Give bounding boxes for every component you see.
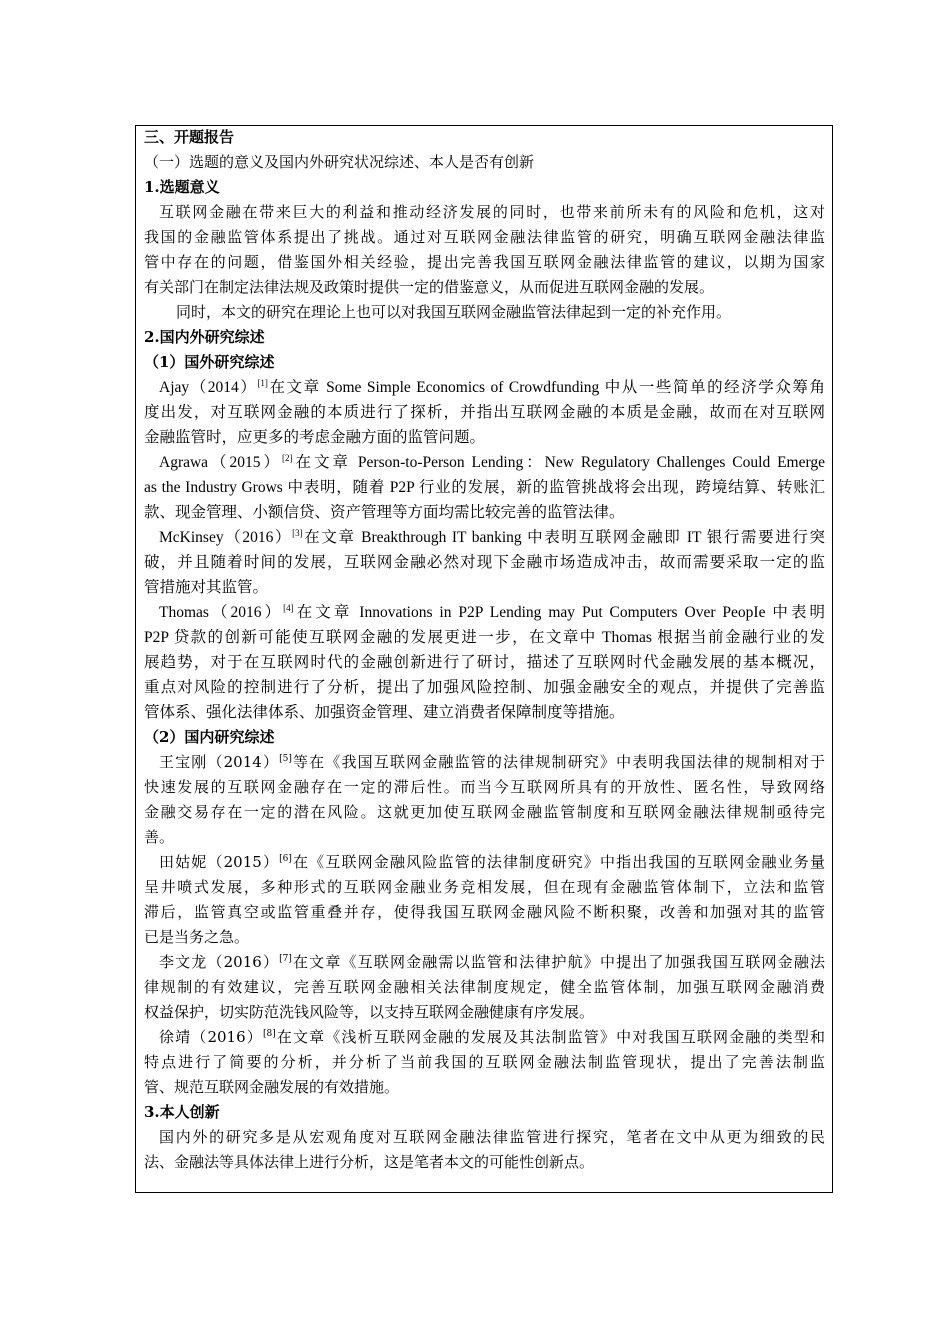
paragraph-line: 互联网金融在带来巨大的利益和推动经济发展的同时，也带来前所未有的风险和危机，这对: [159, 203, 825, 221]
ref-text: 在文章《浅析互联网金融的发展及其法制监管》中对我国互联网金融的类型和: [275, 1028, 825, 1046]
citation-marker: [3]: [292, 528, 303, 538]
paragraph-line: 我国的金融监管体系提出了挑战。通过对互联网金融法律监管的研究，明确互联网金融法律监: [144, 228, 825, 246]
ref-author: Thomas（2016）: [159, 604, 284, 621]
paragraph-line: 破，并且随着时间的发展，互联网金融必然对现下金融市场造成冲击，故而需要采取一定的监: [144, 554, 825, 571]
ref-paragraph-li: [144, 950, 825, 975]
paragraph-line: 善。: [144, 828, 175, 846]
ref-paragraph-mckinsey: [144, 525, 825, 550]
subsection-title: （一）选题的意义及国内外研究状况综述、本人是否有创新: [144, 153, 535, 171]
paragraph-line: 金融交易存在一定的潜在风险。这就更加使互联网金融监管制度和互联网金融法律规制亟待完: [144, 803, 825, 821]
citation-marker: [1]: [257, 378, 268, 388]
paragraph-line: 管中存在的问题，借鉴国外相关经验，提出完善我国互联网金融法律监管的建议，以期为国家: [144, 253, 825, 271]
ref-author: 王宝刚（2014）: [159, 753, 280, 771]
heading-review: 2.国内外研究综述: [144, 328, 265, 346]
paragraph-line: 特点进行了简要的分析，并分析了当前我国的互联网金融法制监管现状，提出了完善法制监: [144, 1053, 825, 1071]
paragraph-line: 有关部门在制定法律法规及政策时提供一定的借鉴意义，从而促进互联网金融的发展。: [144, 278, 715, 296]
ref-text: 在《互联网金融风险监管的法律制度研究》中指出我国的互联网金融业务量: [291, 853, 825, 871]
paragraph-line: 快速发展的互联网金融存在一定的滞后性。而当今互联网所具有的开放性、匿名性，导致网络: [144, 778, 825, 796]
ref-paragraph-xu: [144, 1025, 825, 1050]
paragraph-line: 国内外的研究多是从宏观角度对互联网金融法律监管进行探究，笔者在文中从更为细致的民: [159, 1128, 825, 1146]
paragraph-line: 度出发，对互联网金融的本质进行了探析，并指出互联网金融的本质是金融，故而在对互联网: [144, 404, 825, 421]
ref-author: 田姑妮（2015）: [159, 853, 280, 871]
ref-text: 在文章 Breakthrough IT banking 中表明互联网金融即 IT 银行需要进行突: [302, 529, 825, 546]
paragraph-line: P2P 贷款的创新可能使互联网金融的发展更进一步，在文章中 Thomas 根据当前金融行业的发: [144, 629, 825, 646]
paragraph-line: 法、金融法等具体法律上进行分析，这是笔者本文的可能性创新点。: [144, 1153, 595, 1171]
heading-significance: 1.选题意义: [144, 178, 220, 196]
ref-author: Agrawa（2015）: [159, 454, 283, 471]
section-title: 三、开题报告: [144, 128, 235, 146]
heading-innovation: 3.本人创新: [144, 1103, 220, 1121]
citation-marker: [7]: [279, 954, 292, 964]
ref-paragraph-wang: [144, 750, 825, 775]
ref-text: 等在《我国互联网金融监管的法律规制研究》中表明我国法律的规制相对于: [291, 753, 825, 771]
paragraph-line: 管、规范互联网金融发展的有效措施。: [144, 1078, 400, 1096]
paragraph-line: 同时，本文的研究在理论上也可以对我国互联网金融监管法律起到一定的补充作用。: [176, 303, 732, 321]
paragraph-line: 管措施对其监管。: [144, 579, 269, 596]
ref-text: 在文章 Person-to-Person Lending：New Regulatory Challenges Could Emerge: [292, 454, 825, 471]
ref-paragraph-thomas: [144, 600, 825, 625]
paragraph-line: 重点对风险的控制进行了分析，提出了加强风险控制、加强金融安全的观点，并提供了完善监: [144, 679, 825, 696]
citation-marker: [5]: [279, 754, 292, 764]
paragraph-line: 管体系、强化法律体系、加强资金管理、建立消费者保障制度等措施。: [144, 704, 625, 721]
paragraph-line: as the Industry Grows 中表明，随着 P2P 行业的发展，新的监管挑战将会出现，跨境结算、转账汇: [144, 479, 825, 496]
ref-text: 在文章 Innovations in P2P Lending may Put Computers Over PeopIe 中表明: [293, 604, 825, 621]
ref-paragraph-ajay: [144, 375, 825, 400]
ref-text: 在文章 Some Simple Economics of Crowdfunding 中从一些简单的经济学众筹角: [267, 379, 825, 396]
paragraph-line: 已是当务之急。: [144, 928, 250, 946]
ref-author: McKinsey（2016）: [159, 529, 293, 546]
citation-marker: [6]: [279, 854, 292, 864]
ref-author: 徐靖（2016）: [159, 1028, 263, 1046]
ref-text: 在文章《互联网金融需以监管和法律护航》中提出了加强我国互联网金融法: [291, 953, 825, 971]
paragraph-line: 权益保护，切实防范洗钱风险等，以支持互联网金融健康有序发展。: [144, 1003, 595, 1021]
ref-author: 李文龙（2016）: [159, 953, 280, 971]
ref-paragraph-tian: [144, 850, 825, 875]
paragraph-line: 金融监管时，应更多的考虑金融方面的监管问题。: [144, 429, 486, 446]
ref-author: Ajay（2014）: [159, 379, 258, 396]
citation-marker: [4]: [283, 603, 294, 613]
citation-marker: [8]: [262, 1029, 276, 1039]
ref-paragraph-agrawa: [144, 450, 825, 475]
heading-foreign-review: （1）国外研究综述: [144, 353, 275, 371]
paragraph-line: 展趋势，对于在互联网时代的金融创新进行了研讨，描述了互联网时代金融发展的基本概况，: [144, 654, 825, 671]
heading-domestic-review: （2）国内研究综述: [144, 728, 275, 746]
citation-marker: [2]: [282, 453, 293, 463]
paragraph-line: 律规制的有效建议，完善互联网金融相关法律制度规定，健全监管体制，加强互联网金融消费: [144, 978, 825, 996]
report-content: [144, 125, 825, 1175]
paragraph-line: 款、现金管理、小额信贷、资产管理等方面均需比较完善的监管法律。: [144, 504, 625, 521]
paragraph-line: 滞后，监管真空或监管重叠并存，使得我国互联网金融风险不断积聚，改善和加强对其的监管: [144, 903, 825, 921]
paragraph-line: 呈井喷式发展，多种形式的互联网金融业务竞相发展，但在现有金融监管体制下，立法和监管: [144, 878, 825, 896]
